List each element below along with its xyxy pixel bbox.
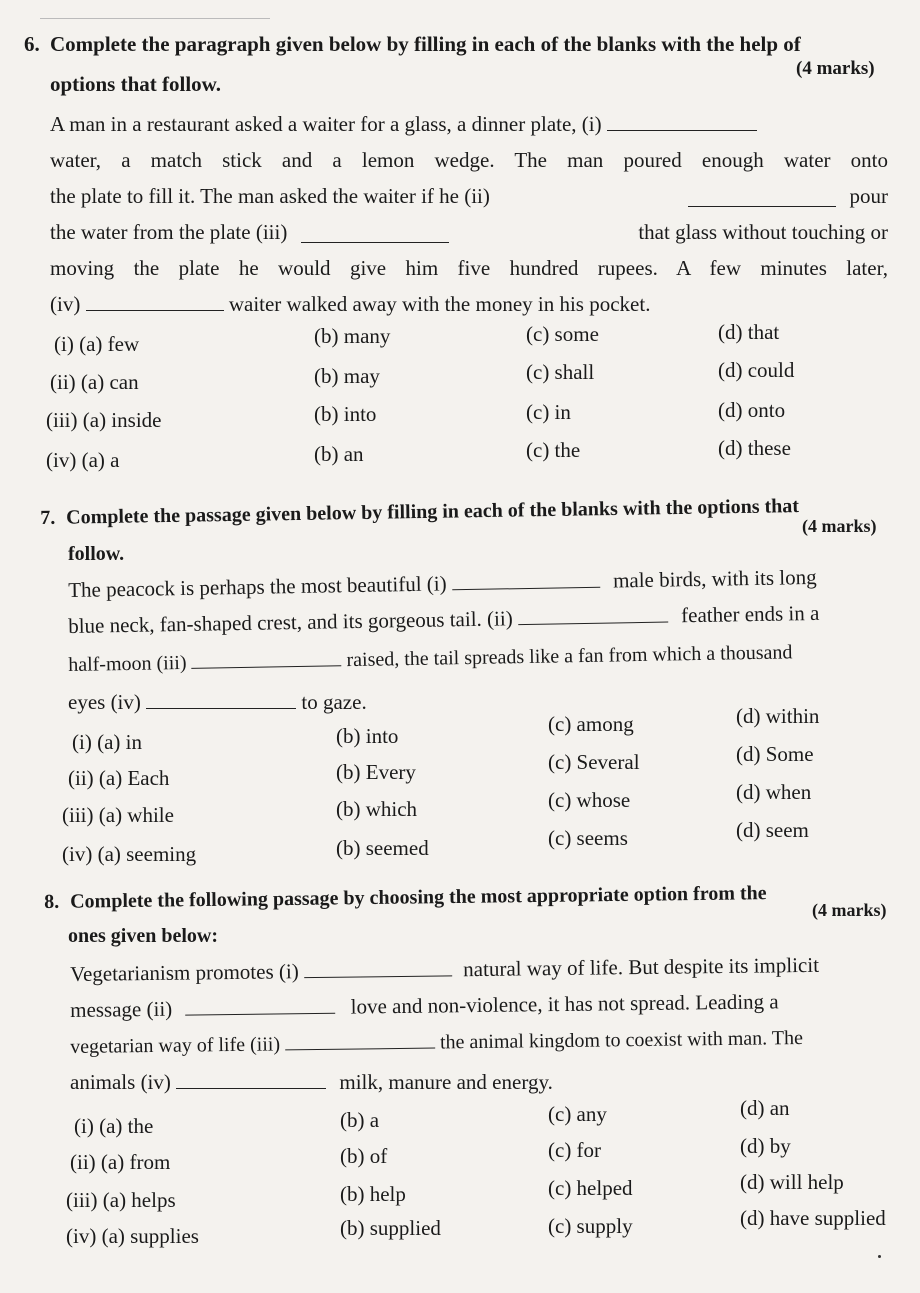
q6-opt-i-a[interactable]: (i) (a) few (54, 332, 140, 356)
q7-blank-iv[interactable] (146, 690, 296, 709)
q7-opt-i-c[interactable]: (c) among (548, 712, 634, 736)
q7-opt-iv-a[interactable]: (iv) (a) seeming (62, 842, 197, 866)
q7-para-line3: half-moon (iii) raised, the tail spreads like a fan from which a thousand (68, 641, 793, 676)
q8-opt-ii-d[interactable]: (d) by (740, 1134, 791, 1158)
q7-opt-iii-c[interactable]: (c) whose (548, 788, 631, 812)
q6-para-line2: water, a match stick and a lemon wedge. The man poured enough water onto (50, 148, 888, 172)
q8-opt-i-c[interactable]: (c) any (548, 1102, 607, 1126)
stray-mark (878, 1255, 881, 1258)
q7-para-line2: blue neck, fan-shaped crest, and its gorgeous tail. (ii) feather ends in a (68, 600, 820, 638)
q6-para-line6: (iv) waiter walked away with the money in his pocket. (50, 292, 651, 316)
q8-para-line4: animals (iv) milk, manure and energy. (70, 1070, 553, 1094)
q6-para-line3: the plate to fill it. The man asked the waiter if he (ii) pour (50, 184, 888, 208)
q6-para-line5: moving the plate he would give him five hundred rupees. A few minutes later, (50, 256, 888, 280)
q8-para-line3: vegetarian way of life (iii) the animal kingdom to coexist with man. The (70, 1027, 804, 1058)
q8-number: 8. (44, 890, 60, 913)
q6-opt-iii-a[interactable]: (iii) (a) inside (46, 408, 162, 432)
q8-blank-i[interactable] (304, 957, 452, 978)
blank-iv[interactable] (86, 292, 224, 311)
q7-opt-ii-a[interactable]: (ii) (a) Each (68, 766, 170, 790)
q8-opt-iv-a[interactable]: (iv) (a) supplies (66, 1224, 199, 1248)
q6-opt-i-b[interactable]: (b) many (314, 324, 391, 348)
q6-para-line4: the water from the plate (iii) that glass without touching or (50, 220, 888, 244)
q8-opt-ii-c[interactable]: (c) for (548, 1138, 602, 1162)
q7-para-line4: eyes (iv) to gaze. (68, 690, 367, 714)
q7-opt-i-a[interactable]: (i) (a) in (72, 730, 142, 754)
q7-opt-iii-d[interactable]: (d) when (736, 780, 812, 804)
top-rule (40, 18, 270, 19)
q7-opt-iv-c[interactable]: (c) seems (548, 826, 628, 850)
q6-opt-iv-c[interactable]: (c) the (526, 438, 581, 462)
q6-opt-i-d[interactable]: (d) that (718, 320, 780, 344)
q6-opt-ii-c[interactable]: (c) shall (526, 360, 595, 384)
q6-opt-iii-b[interactable]: (b) into (314, 402, 377, 426)
q7-blank-iii[interactable] (191, 647, 341, 669)
q8-opt-ii-a[interactable]: (ii) (a) from (70, 1150, 171, 1174)
q8-opt-iii-a[interactable]: (iii) (a) helps (66, 1188, 176, 1212)
q8-blank-ii[interactable] (185, 995, 335, 1016)
q6-opt-iv-b[interactable]: (b) an (314, 442, 364, 466)
q7-opt-iii-b[interactable]: (b) which (336, 797, 418, 821)
q6-para-line1: A man in a restaurant asked a waiter for a glass, a dinner plate, (i) (50, 112, 757, 137)
q7-para-line1: The peacock is perhaps the most beautiful (i) male birds, with its long (68, 564, 817, 602)
q8-opt-iv-c[interactable]: (c) supply (548, 1214, 633, 1238)
q6-opt-ii-b[interactable]: (b) may (314, 364, 380, 388)
q7-opt-iv-b[interactable]: (b) seemed (336, 836, 429, 860)
q6-heading-line1: Complete the paragraph given below by filling in each of the blanks with the help of (50, 32, 801, 56)
q8-blank-iii[interactable] (285, 1030, 435, 1051)
q8-opt-iii-b[interactable]: (b) help (340, 1182, 406, 1206)
q7-opt-i-b[interactable]: (b) into (336, 724, 399, 748)
q8-opt-i-d[interactable]: (d) an (740, 1096, 790, 1120)
q8-opt-iii-d[interactable]: (d) will help (740, 1170, 844, 1194)
q8-marks: (4 marks) (812, 900, 887, 920)
q6-opt-i-c[interactable]: (c) some (526, 322, 599, 346)
blank-iii[interactable] (301, 224, 449, 243)
q6-heading-line2: options that follow. (50, 72, 221, 96)
q6-number: 6. (24, 32, 40, 56)
q6-opt-iii-c[interactable]: (c) in (526, 400, 571, 424)
q7-opt-i-d[interactable]: (d) within (736, 704, 820, 728)
q8-opt-iv-b[interactable]: (b) supplied (340, 1216, 441, 1240)
q7-heading-line2: follow. (68, 543, 125, 565)
q8-opt-ii-b[interactable]: (b) of (340, 1144, 388, 1168)
q8-heading-line2: ones given below: (68, 925, 218, 947)
q7-marks: (4 marks) (802, 516, 877, 536)
q8-para-line1: Vegetarianism promotes (i) natural way of life. But despite its implicit (70, 952, 820, 986)
q7-opt-ii-b[interactable]: (b) Every (336, 760, 416, 784)
q7-heading-line1: Complete the passage given below by filling in each of the blanks with the options that (66, 495, 800, 529)
q6-opt-iv-a[interactable]: (iv) (a) a (46, 448, 120, 472)
blank-i[interactable] (607, 112, 757, 131)
q8-opt-i-a[interactable]: (i) (a) the (74, 1114, 154, 1138)
q8-heading (44, 879, 767, 916)
q7-blank-i[interactable] (452, 569, 600, 591)
q7-heading (40, 492, 799, 532)
q8-opt-iii-c[interactable]: (c) helped (548, 1176, 633, 1200)
q8-heading-line1: Complete the following passage by choosing the most appropriate option from the (70, 882, 767, 913)
q7-opt-ii-c[interactable]: (c) Several (548, 750, 640, 774)
q7-number: 7. (40, 506, 56, 529)
q8-para-line2: message (ii) love and non-violence, it has not spread. Leading a (70, 989, 779, 1022)
q6-opt-ii-d[interactable]: (d) could (718, 358, 795, 382)
q8-opt-iv-d[interactable]: (d) have supplied (740, 1206, 886, 1230)
q7-blank-ii[interactable] (518, 604, 668, 626)
blank-ii[interactable] (688, 188, 836, 207)
q7-opt-ii-d[interactable]: (d) Some (736, 742, 814, 766)
q6-opt-iv-d[interactable]: (d) these (718, 436, 791, 460)
q6-marks: (4 marks) (796, 58, 875, 79)
q7-opt-iv-d[interactable]: (d) seem (736, 818, 809, 842)
q6-opt-ii-a[interactable]: (ii) (a) can (50, 370, 139, 394)
q8-opt-i-b[interactable]: (b) a (340, 1108, 380, 1132)
q6-opt-iii-d[interactable]: (d) onto (718, 398, 786, 422)
q7-opt-iii-a[interactable]: (iii) (a) while (62, 803, 174, 827)
q6-heading (24, 30, 801, 58)
q8-blank-iv[interactable] (176, 1070, 326, 1089)
